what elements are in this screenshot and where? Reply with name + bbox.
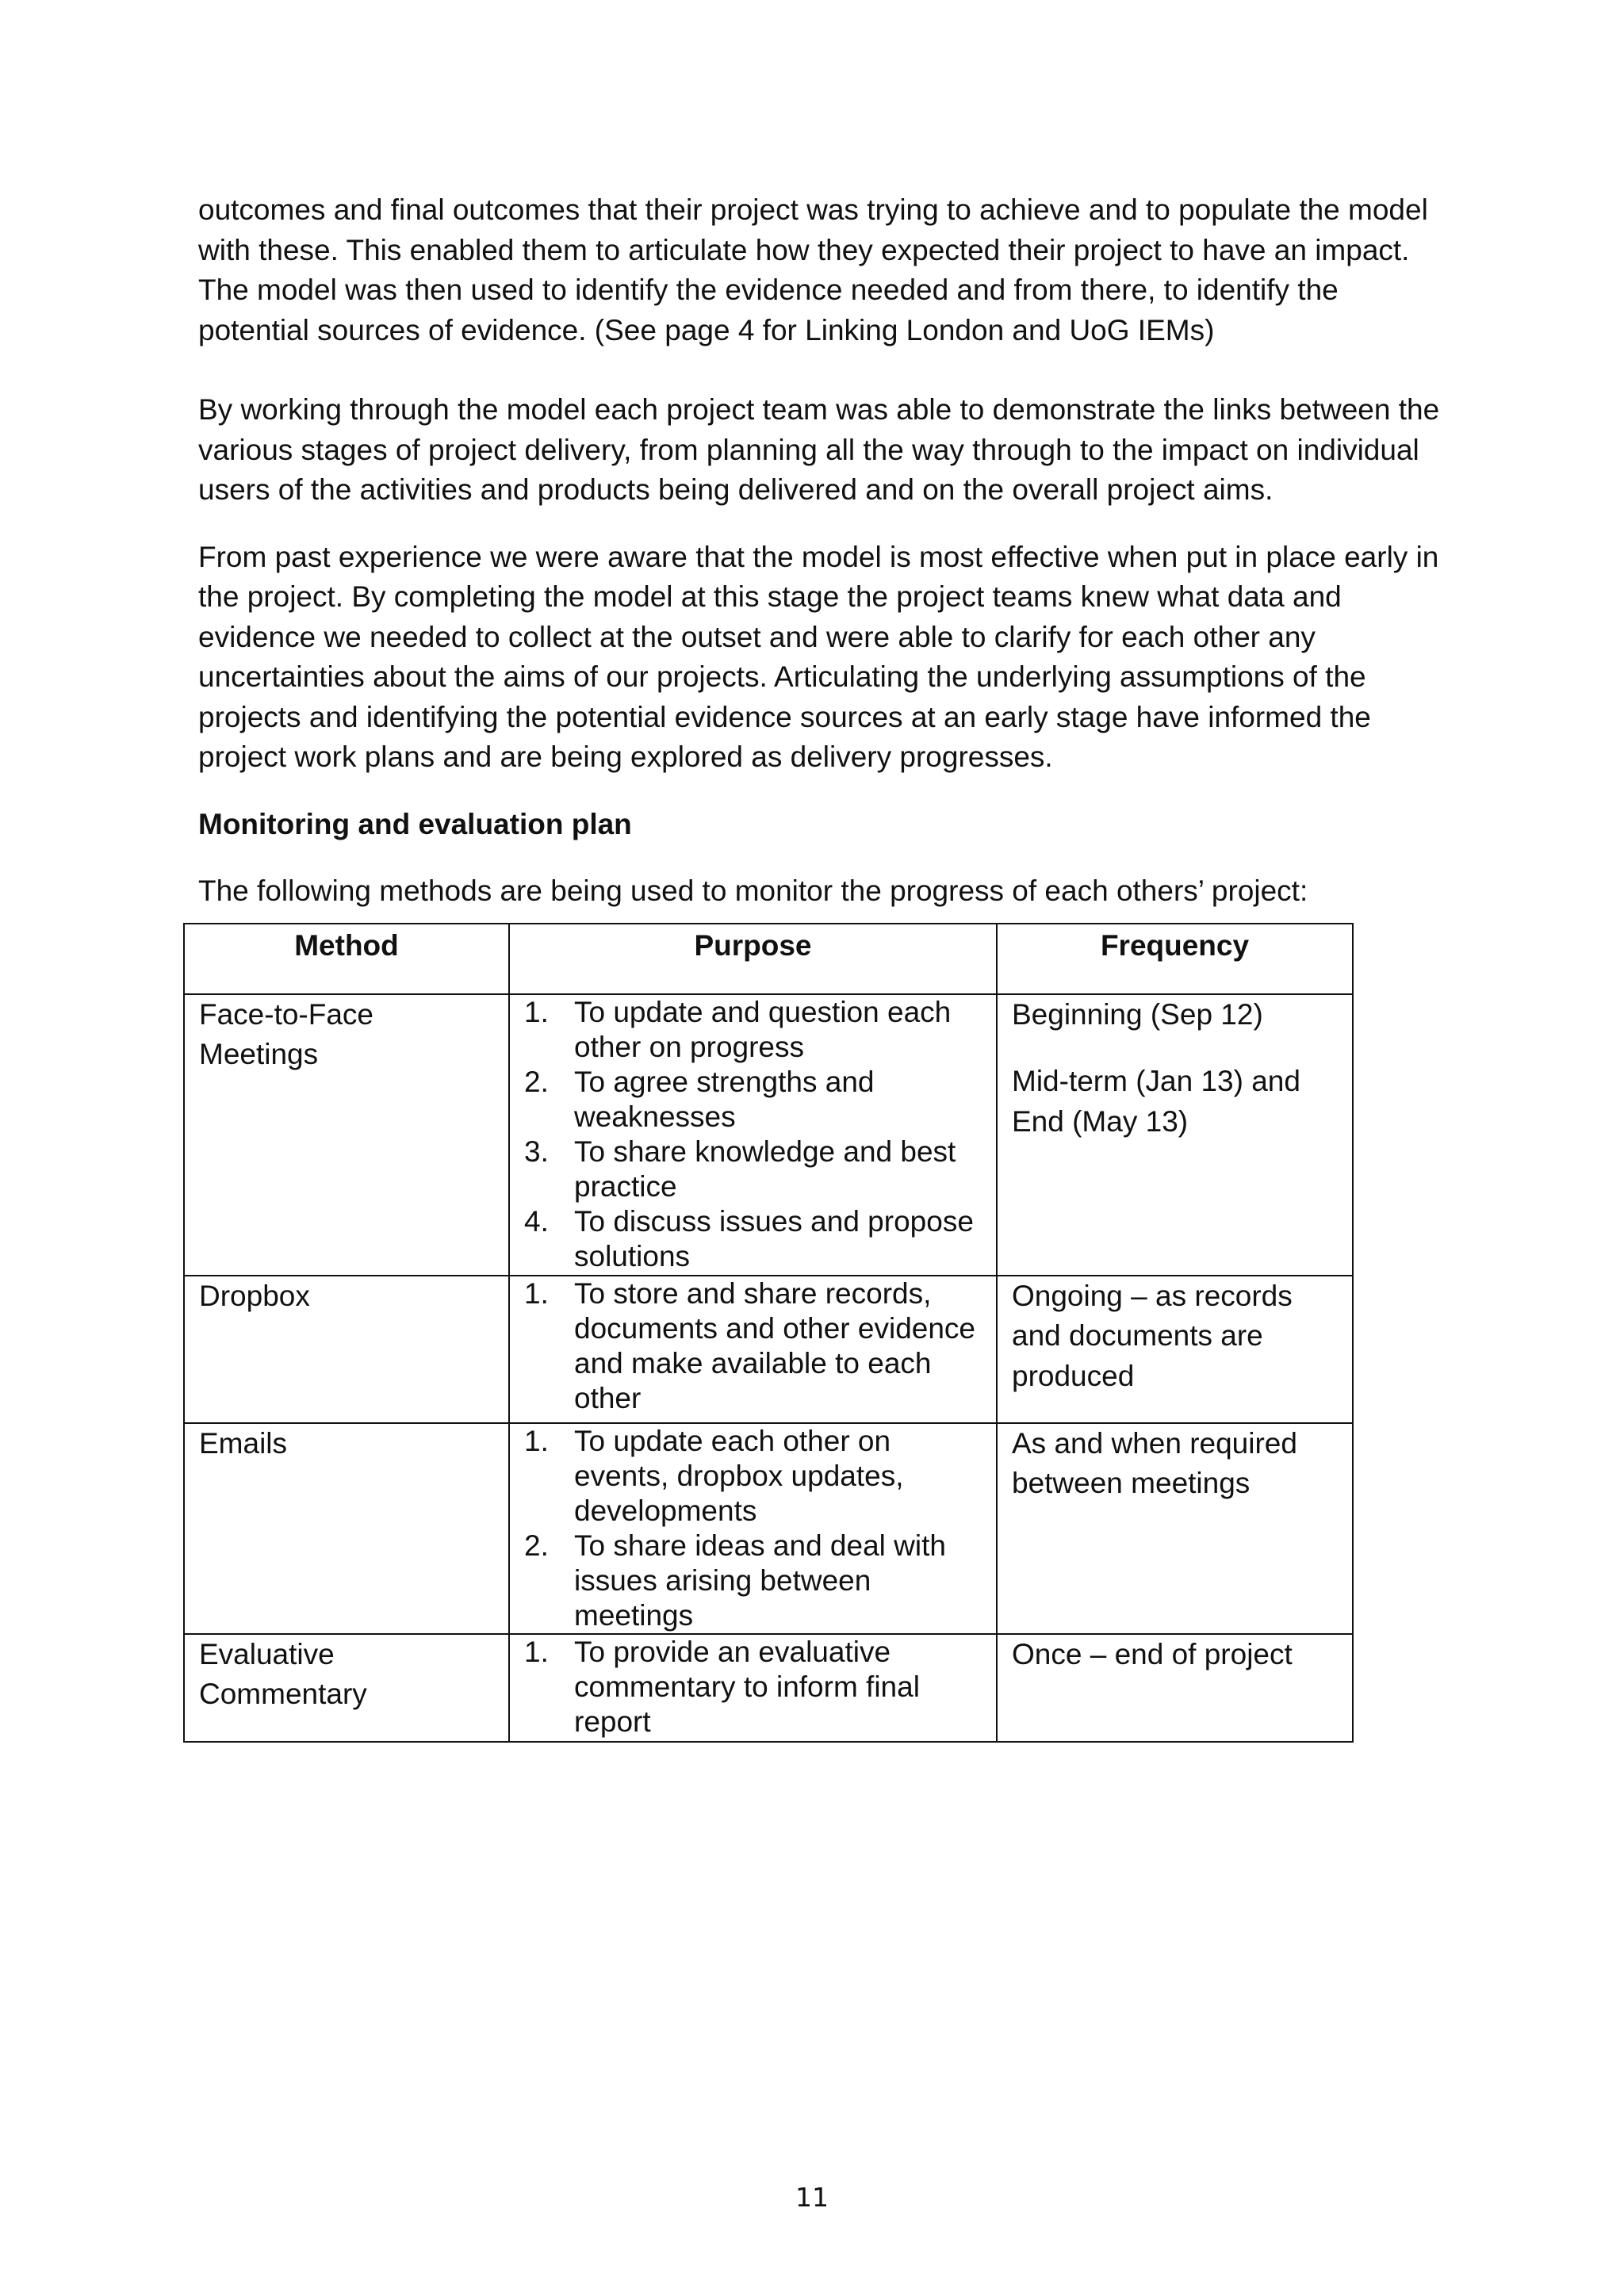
purpose-cell	[509, 994, 997, 1276]
table-header-row	[184, 924, 1353, 994]
frequency-text: Once – end of project	[1012, 1637, 1293, 1670]
purpose-text: To update each other on events, dropbox updates, developments	[574, 1424, 904, 1527]
purpose-item	[524, 995, 982, 1065]
purpose-text: To update and question each other on progress	[574, 995, 952, 1063]
purpose-list	[524, 1424, 982, 1633]
purpose-list	[524, 1276, 982, 1416]
frequency-cell	[997, 1634, 1353, 1742]
frequency-text: As and when required between meetings	[1012, 1426, 1297, 1499]
purpose-number: 1.	[524, 1276, 549, 1310]
header-method: Method	[184, 924, 509, 994]
paragraph-working-through-model: By working through the model each project team was able to demonstrate the links between the various stages of project delivery, from planning all the way through to the impact on individual users of the activities and products being delivered and on the overall project aims.	[198, 393, 1440, 506]
table-row	[184, 1634, 1353, 1742]
purpose-item	[524, 1424, 982, 1529]
frequency-text: Beginning (Sep 12)	[1012, 997, 1263, 1031]
method-cell: Evaluative Commentary	[184, 1634, 509, 1742]
purpose-text: To share ideas and deal with issues arising between meetings	[574, 1529, 946, 1632]
purpose-cell	[509, 1276, 997, 1423]
purpose-text: To discuss issues and propose solutions	[574, 1204, 974, 1272]
page-number: 11	[795, 2182, 829, 2213]
page-body	[198, 190, 1451, 1743]
table-intro: The following methods are being used to monitor the progress of each others’ project:	[198, 874, 1308, 907]
frequency-text: Ongoing – as records and documents are produced	[1012, 1279, 1293, 1392]
purpose-number: 4.	[524, 1204, 549, 1238]
purpose-number: 1.	[524, 1424, 549, 1457]
header-frequency: Frequency	[997, 924, 1353, 994]
purpose-item	[524, 1276, 982, 1416]
purpose-text: To provide an evaluative commentary to inform final report	[574, 1635, 920, 1738]
purpose-number: 2.	[524, 1529, 549, 1562]
purpose-list	[524, 1635, 982, 1739]
frequency-cell	[997, 1276, 1353, 1423]
frequency-cell	[997, 994, 1353, 1276]
method-cell: Dropbox	[184, 1276, 509, 1423]
purpose-cell	[509, 1423, 997, 1634]
method-cell: Emails	[184, 1423, 509, 1634]
purpose-number: 3.	[524, 1135, 549, 1168]
purpose-item	[524, 1204, 982, 1274]
purpose-number: 1.	[524, 995, 549, 1028]
table-row	[184, 1423, 1353, 1634]
purpose-item	[524, 1529, 982, 1633]
purpose-number: 2.	[524, 1065, 549, 1098]
purpose-item	[524, 1635, 982, 1739]
methods-table	[183, 923, 1354, 1743]
frequency-cell	[997, 1423, 1353, 1634]
paragraph-past-experience: From past experience we were aware that the model is most effective when put in place early in the project. By completing the model at this stage the project teams knew what data and evidence we needed to collect at the outset and were able to clarify for each other any uncertainties about the aims of our projects. Articulating the underlying assumptions of the projects and identifying the potential evidence sources at an early stage have informed the project work plans and are being explored as delivery progresses.	[198, 540, 1439, 773]
purpose-number: 1.	[524, 1635, 549, 1668]
purpose-item	[524, 1135, 982, 1204]
paragraph-outcomes: outcomes and final outcomes that their project was trying to achieve and to populate the model with these. This enabled them to articulate how they expected their project to have an impact. The model was then used to identify the evidence needed and from there, to identify the potential sources of evidence. (See page 4 for Linking London and UoG IEMs)	[198, 193, 1428, 346]
purpose-list	[524, 995, 982, 1274]
purpose-text: To store and share records, documents and other evidence and make available to each other	[574, 1276, 976, 1414]
table-row	[184, 994, 1353, 1276]
purpose-text: To agree strengths and weaknesses	[574, 1065, 875, 1133]
method-cell: Face-to-Face Meetings	[184, 994, 509, 1276]
purpose-item	[524, 1065, 982, 1135]
header-purpose: Purpose	[509, 924, 997, 994]
table-row	[184, 1276, 1353, 1423]
purpose-cell	[509, 1634, 997, 1742]
frequency-text: Mid-term (Jan 13) and End (May 13)	[1012, 1065, 1300, 1138]
section-heading: Monitoring and evaluation plan	[198, 807, 632, 840]
purpose-text: To share knowledge and best practice	[574, 1135, 956, 1203]
